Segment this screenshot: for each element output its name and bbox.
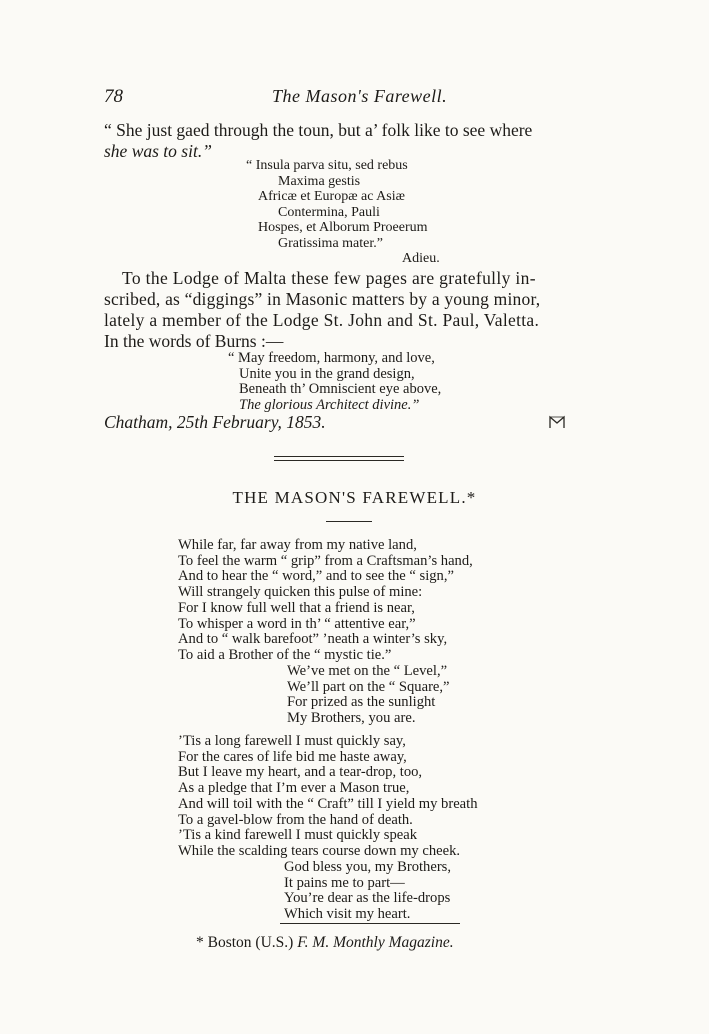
latin-line: Africæ et Europæ ac Asiæ — [258, 189, 405, 205]
quote-line: “ She just gaed through the toun, but a’ folk like to see where — [104, 120, 533, 140]
dedication-line: lately a member of the Lodge St. John and St. Paul, Valetta. — [104, 310, 540, 330]
section-rule-top — [274, 456, 404, 457]
burns-line: Beneath th’ Omniscient eye above, — [239, 381, 442, 398]
burns-quote — [228, 351, 441, 413]
dedication-line: To the Lodge of Malta these few pages are gratefully in- — [122, 268, 536, 288]
refrain-line: You’re dear as the life-drops — [284, 890, 451, 907]
dedication — [104, 268, 609, 352]
title-rule — [326, 521, 372, 522]
footnote-rule — [280, 923, 460, 924]
poem-refrain-1 — [287, 664, 450, 727]
latin-line: “ Insula parva situ, sed rebus — [246, 158, 408, 173]
footnote-source: F. M. Monthly Magazine. — [297, 934, 454, 951]
refrain-line: It pains me to part— — [284, 874, 405, 891]
burns-line: Unite you in the grand design, — [239, 365, 415, 382]
footnote-text: Boston (U.S.) — [207, 934, 294, 951]
burns-line: The glorious Architect divine.” — [239, 396, 420, 413]
poem-line: To whisper a word in th’ “ attentive ear,” — [178, 615, 416, 632]
running-title: The Mason's Farewell. — [272, 86, 448, 106]
refrain-line: Which visit my heart. — [284, 906, 411, 923]
poem-line: To feel the warm “ grip” from a Craftsman’s hand, — [178, 552, 473, 569]
poem-line: Will strangely quicken this pulse of mine: — [178, 584, 423, 601]
latin-line: Gratissima mater.” — [278, 235, 383, 251]
poem-line: While far, far away from my native land, — [178, 537, 417, 553]
adieu: Adieu. — [402, 251, 440, 266]
footnote — [196, 934, 454, 952]
refrain-line: For prized as the sunlight — [287, 694, 436, 711]
latin-line: Maxima gestis — [278, 173, 361, 189]
quote-line: she was to sit.” — [104, 141, 212, 161]
footnote-marker: * — [196, 934, 204, 951]
poem-line: As a pledge that I’m ever a Mason true, — [178, 780, 410, 797]
poem-stanza-2 — [178, 734, 478, 860]
poem-line: And will toil with the “ Craft” till I yield my breath — [178, 795, 478, 812]
burns-line: “ May freedom, harmony, and love, — [228, 350, 435, 366]
signature-line: Chatham, 25th February, 1853. — [104, 412, 326, 432]
poem-refrain-2 — [284, 860, 451, 923]
poem-line: For the cares of life bid me haste away, — [178, 748, 407, 765]
latin-line: Hospes, et Alborum Proeerum — [258, 220, 428, 236]
dedication-line: scribed, as “diggings” in Masonic matters by a young minor, — [104, 289, 541, 309]
intro-quote — [104, 120, 532, 162]
refrain-line: God bless you, my Brothers, — [284, 859, 452, 875]
poem-stanza-1 — [178, 538, 473, 664]
refrain-line: My Brothers, you are. — [287, 710, 416, 727]
dedication-line: In the words of Burns :— — [104, 331, 284, 351]
refrain-line: We’ll part on the “ Square,” — [287, 678, 450, 695]
masonic-mark-icon — [548, 415, 566, 429]
poem-line: And to “ walk barefoot” ’neath a winter’s sky, — [178, 631, 448, 648]
poem-line: To a gavel-blow from the hand of death. — [178, 811, 413, 828]
poem-line: But I leave my heart, and a tear-drop, too, — [178, 764, 423, 781]
poem-line: ’Tis a long farewell I must quickly say, — [178, 733, 406, 749]
poem-line: While the scalding tears course down my cheek. — [178, 842, 461, 859]
poem-title: THE MASON'S FAREWELL.* — [232, 488, 477, 507]
latin-line: Contermina, Pauli — [278, 204, 380, 220]
page-number: 78 — [104, 86, 123, 107]
poem-line: ’Tis a kind farewell I must quickly speak — [178, 827, 418, 844]
poem-line: To aid a Brother of the “ mystic tie.” — [178, 646, 392, 663]
poem-line: And to hear the “ word,” and to see the “ sign,” — [178, 568, 454, 585]
latin-quote — [246, 158, 428, 252]
refrain-line: We’ve met on the “ Level,” — [287, 663, 448, 679]
poem-line: For I know full well that a friend is near, — [178, 599, 415, 616]
section-rule-bottom — [274, 460, 404, 461]
